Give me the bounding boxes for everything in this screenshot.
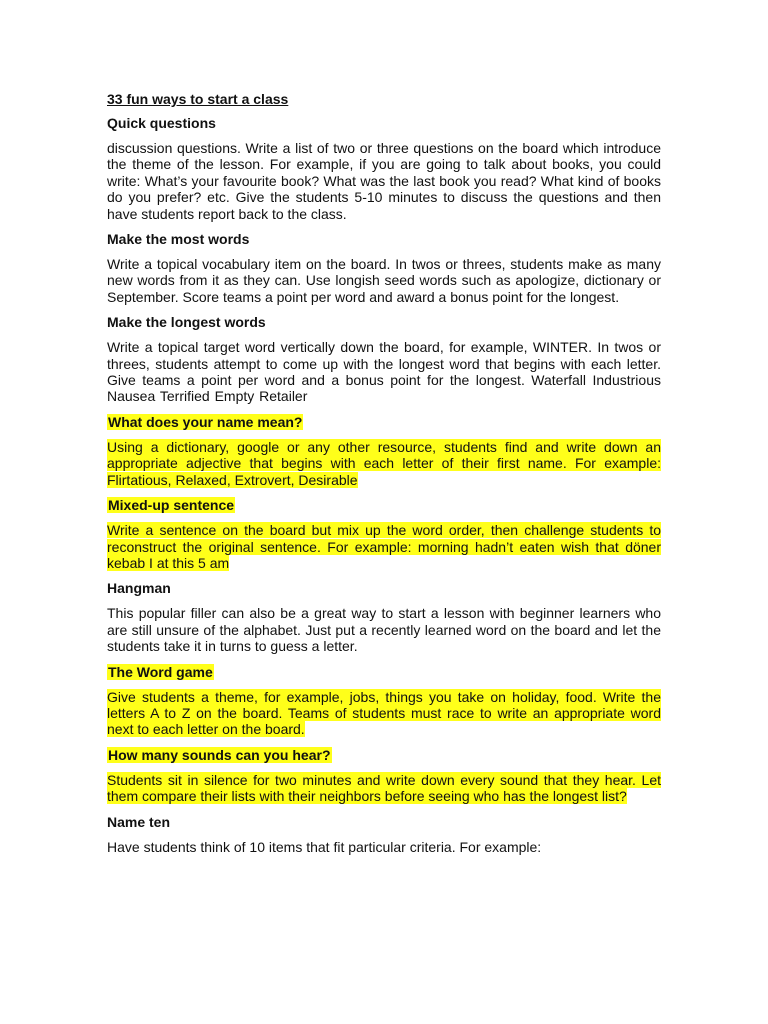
section-name-ten (107, 814, 661, 855)
section-heading (107, 497, 661, 514)
section-text: discussion questions. Write a list of two or three questions on the board which introduce the theme of the lesson. For example, if you are going to talk about books, you could write: What’s your favourite book? What was the last book you read? What kind of books do you prefer? etc. Give the students 5-10 minutes to discuss the questions and then have students report back to the class. (107, 140, 661, 222)
highlighted-text: Write a sentence on the board but mix up the word order, then challenge students to reconstruct the original sentence. For example: morning hadn’t eaten wish that döner kebab I at this 5 am (107, 522, 661, 571)
section-mixed-up-sentence (107, 497, 661, 571)
section-text (107, 772, 661, 805)
section-what-does-your-name-mean (107, 414, 661, 488)
section-text (107, 689, 661, 738)
section-heading (107, 414, 661, 431)
section-heading: Make the longest words (107, 314, 266, 331)
section-make-the-longest-words (107, 314, 661, 405)
section-heading: Make the most words (107, 231, 250, 248)
section-heading (107, 664, 661, 681)
highlighted-heading-text: The Word game (108, 663, 213, 680)
section-heading: Hangman (107, 580, 171, 597)
highlighted-text: Using a dictionary, google or any other resource, students find and write down an appropriate adjective that begins with each letter of their first name. For example: Flirtatious, Relaxed, Extrovert, Desirable (107, 438, 661, 488)
document-title: 33 fun ways to start a class (107, 91, 289, 107)
section-hangman (107, 580, 661, 654)
section-heading (107, 747, 661, 764)
section-heading: Quick questions (107, 115, 216, 131)
section-text (107, 439, 661, 488)
highlighted-heading-text: How many sounds can you hear? (108, 746, 331, 763)
document-content (107, 89, 661, 864)
section-text: Write a topical vocabulary item on the board. In twos or threes, students make as many new words from it as they can. Use longish seed words such as apologize, dictionary or September. Score teams a point per word and award a bonus point for the longest. (107, 256, 661, 305)
highlighted-text: Students sit in silence for two minutes and write down every sound that they hear. Let them compare their lists with their neighbors before seeing who has the longest list? (107, 771, 661, 805)
highlighted-heading-text: Mixed-up sentence (108, 497, 235, 514)
section-heading: Name ten (107, 813, 171, 830)
section-text: This popular filler can also be a great way to start a lesson with beginner learners who are still unsure of the alphabet. Just put a recently learned word on the board and let the students take it in turns to guess a letter. (107, 605, 661, 655)
highlighted-text: Give students a theme, for example, jobs, things you take on holiday, food. Write the letters A to Z on the board. Teams of students must race to write an appropriate word next to each letter on the board. (107, 688, 661, 738)
section-text: Have students think of 10 items that fit particular criteria. For example: (107, 838, 542, 855)
section-make-the-most-words (107, 231, 661, 305)
section-the-word-game (107, 664, 661, 738)
section-how-many-sounds (107, 747, 661, 805)
highlighted-heading-text: What does your name mean? (108, 413, 303, 430)
section-quick-questions (107, 115, 661, 222)
section-text (107, 522, 661, 571)
section-text: Write a topical target word vertically down the board, for example, WINTER. In twos or threes, students attempt to come up with the longest word that begins with each letter. Give teams a point per word and a bonus point for the longest. Waterfall Industrious Nausea Terrified Empty Retailer (107, 339, 661, 405)
